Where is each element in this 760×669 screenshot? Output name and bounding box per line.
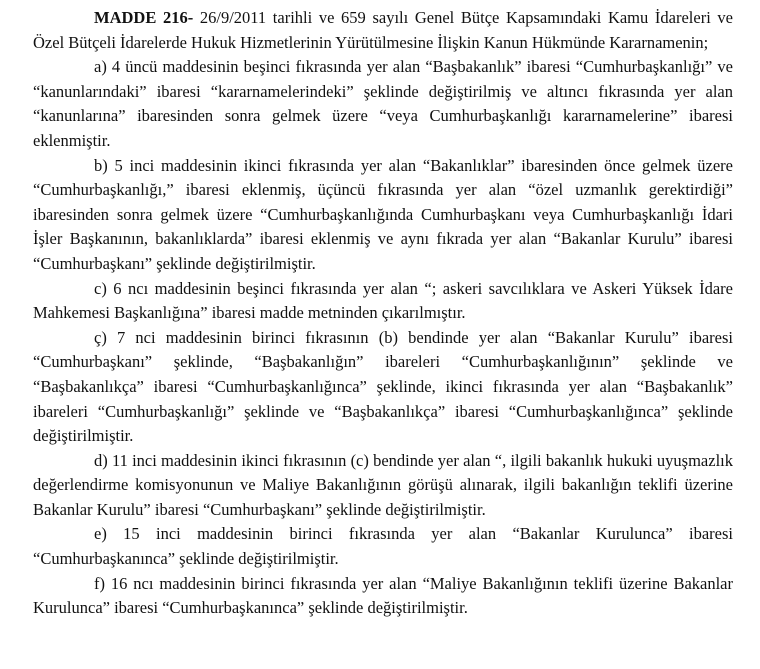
article-intro-paragraph <box>33 6 733 55</box>
clause-f: f) 16 ncı maddesinin birinci fıkrasında yer alan “Maliye Bakanlığının teklifi üzerine Bakanlar Kurulunca” ibaresi “Cumhurbaşkanınca” şeklinde değiştirilmiştir. <box>33 573 733 618</box>
clause-c: c) 6 ncı maddesinin beşinci fıkrasında yer alan “; askeri savcılıklara ve Askeri Yüksek İdare Mahkemesi Başkanlığına” ibaresi madde metninden çıkarılmıştır. <box>33 278 733 323</box>
clause-e: e) 15 inci maddesinin birinci fıkrasında yer alan “Bakanlar Kurulunca” ibaresi “Cumhurbaşkanınca” şeklinde değiştirilmiştir. <box>33 524 733 569</box>
clause-c-cedilla: ç) 7 nci maddesinin birinci fıkrasının (b) bendinde yer alan “Bakanlar Kurulu” ibaresi “Cumhurbaşkanı” şeklinde, “Başbakanlığın” ibareleri “Cumhurbaşkanlığının” şeklinde ve “Başbakanlıkça” ibaresi “Cumhurbaşkanlığınca” şeklinde, ikinci fıkrasında yer alan “Başbakanlık” ibareleri “Cumhurbaşkanlığı” şeklinde ve “Başbakanlıkça” ibaresi “Cumhurbaşkanlığınca” şeklinde değiştirilmiştir. <box>33 327 733 446</box>
article-intro-text: 26/9/2011 tarihli ve 659 sayılı Genel Bütçe Kapsamındaki Kamu İdareleri ve Özel Bütçeli İdarelerde Hukuk Hizmetlerinin Yürütülmesine İlişkin Kanun Hükmünde Kararnamenin; <box>33 8 733 52</box>
article-label: MADDE 216- <box>94 8 194 27</box>
clause-a: a) 4 üncü maddesinin beşinci fıkrasında yer alan “Başbakanlık” ibaresi “Cumhurbaşkanlığı” ve “kanunlarındaki” ibaresi “kararnamelerindeki” şeklinde değiştirilmiş ve altıncı fıkrasında yer alan “kanunlarına” ibaresinden sonra gelmek üzere “veya Cumhurbaşkanlığı kararnamelerine” ibaresi eklenmiştir. <box>33 57 733 150</box>
clause-d: d) 11 inci maddesinin ikinci fıkrasının (c) bendinde yer alan “, ilgili bakanlık hukuki uyuşmazlık değerlendirme komisyonunun ve Maliye Bakanlığının görüşü alınarak, ilgili bakanlığın teklifi üzerine Bakanlar Kurulu” ibaresi “Cumhurbaşkanı” şeklinde değiştirilmiştir. <box>33 450 733 519</box>
clause-b: b) 5 inci maddesinin ikinci fıkrasında yer alan “Bakanlıklar” ibaresinden önce gelmek üzere “Cumhurbaşkanlığı,” ibaresi eklenmiş, üçüncü fıkrasında yer alan “özel uzmanlık gerektirdiği” ibaresinden sonra gelmek üzere “Cumhurbaşkanlığında Cumhurbaşkanı veya Cumhurbaşkanlığı İdari İşler Başkanının, bakanlıklarda” ibaresi eklenmiş ve aynı fıkrada yer alan “Bakanlar Kurulu” ibaresi “Cumhurbaşkanı” şeklinde değiştirilmiştir. <box>33 155 733 273</box>
